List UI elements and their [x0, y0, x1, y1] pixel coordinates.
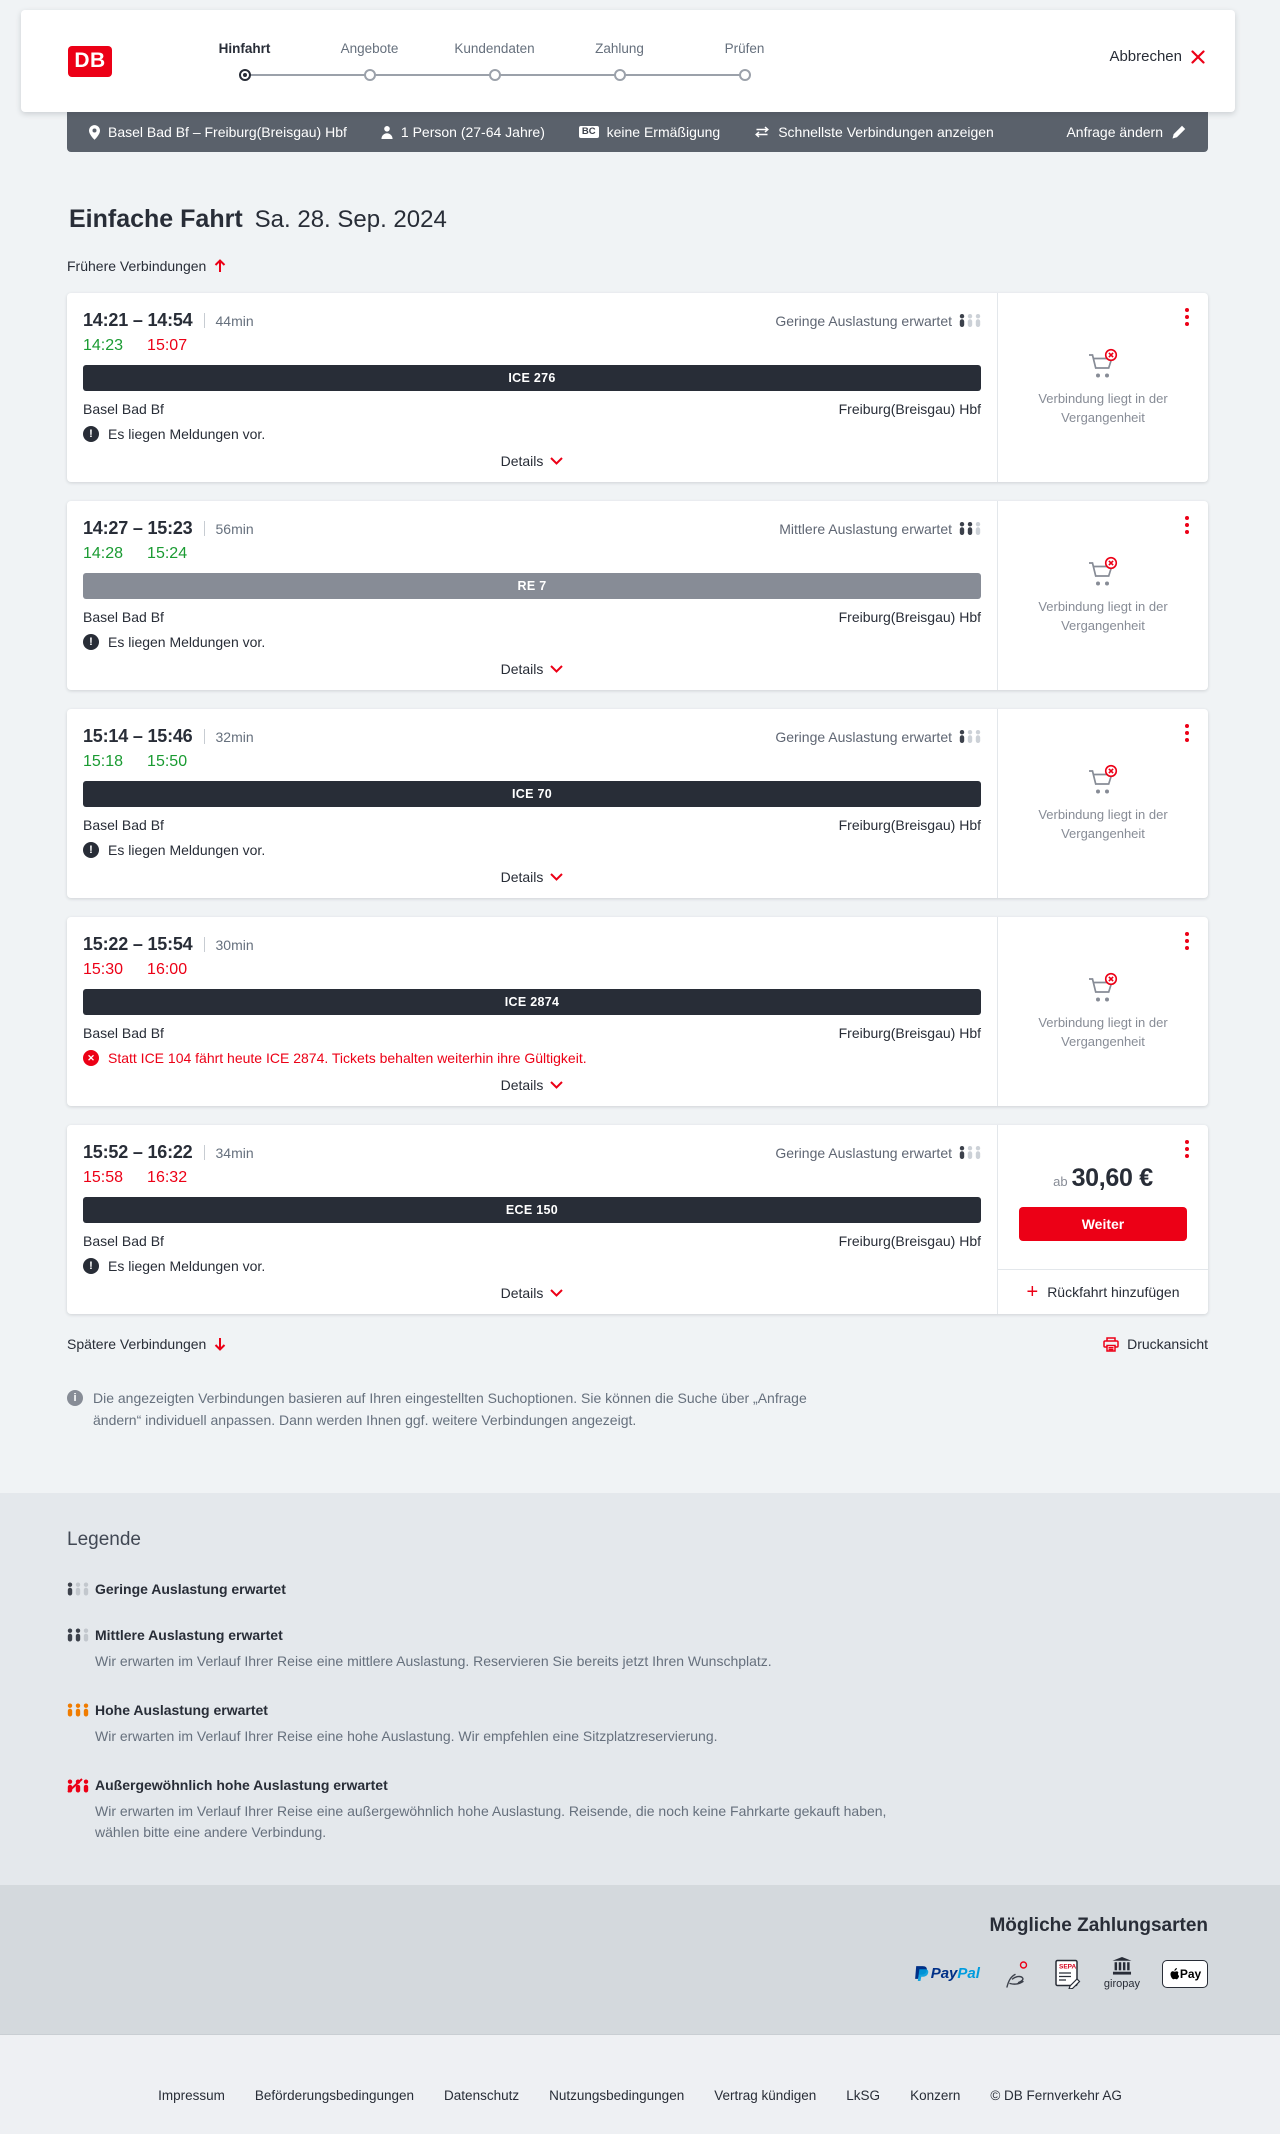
legend-title: Legende: [67, 1529, 141, 1551]
connection-details-area: [67, 293, 997, 482]
search-summary-bar: [67, 112, 1208, 152]
origin-station: Basel Bad Bf: [83, 609, 164, 625]
copyright: © DB Fernverkehr AG: [990, 2088, 1122, 2104]
past-connection-box: [998, 332, 1208, 444]
footer-link-impressum[interactable]: Impressum: [158, 2088, 225, 2104]
destination-station: Freiburg(Breisgau) Hbf: [838, 609, 981, 625]
cart-unavailable-icon: [1018, 764, 1188, 796]
step-kundendaten[interactable]: Kundendaten: [432, 41, 557, 81]
scheduled-times: 14:27 – 15:23: [83, 518, 193, 538]
occupancy-low-icon: [959, 730, 981, 743]
past-connection-text: Verbindung liegt in der Vergangenheit: [1038, 806, 1168, 841]
plus-icon: +: [1026, 1281, 1039, 1303]
kebab-menu-button[interactable]: [1182, 721, 1192, 745]
past-connection-box: [998, 748, 1208, 860]
paypal-icon: Pay Pal: [914, 1965, 980, 1982]
connection-action-panel: [997, 501, 1208, 690]
connection-details-area: [67, 501, 997, 690]
occupancy-low-icon: [959, 314, 981, 327]
print-view-link[interactable]: Druckansicht: [1103, 1336, 1208, 1352]
footer: [0, 2034, 1280, 2134]
cash-payment-icon: [1002, 1959, 1032, 1989]
occupancy-indicator: Geringe Auslastung erwartet: [775, 729, 981, 745]
step-dot: [614, 69, 626, 81]
booking-panel: [997, 1125, 1208, 1314]
connection-message: ! Es liegen Meldungen vor.: [83, 426, 981, 442]
progress-steps: [182, 41, 807, 81]
discount-summary[interactable]: BC keine Ermäßigung: [579, 124, 720, 140]
payment-title: Mögliche Zahlungsarten: [989, 1915, 1208, 1937]
chevron-down-icon: [550, 665, 563, 673]
occupancy-medium-icon: [959, 522, 981, 535]
destination-station: Freiburg(Breisgau) Hbf: [838, 1025, 981, 1041]
occupancy-low-icon: [959, 1146, 981, 1159]
legend-item-low: Geringe Auslastung erwartet: [67, 1581, 1208, 1597]
connection-message: ! Es liegen Meldungen vor.: [83, 1258, 981, 1274]
kebab-menu-button[interactable]: [1182, 513, 1192, 537]
duration: 30min: [215, 936, 254, 953]
past-connection-box: [998, 540, 1208, 652]
origin-station: Basel Bad Bf: [83, 817, 164, 833]
swap-arrows-icon: [754, 126, 770, 138]
results-main: [67, 205, 1208, 1493]
details-toggle[interactable]: Details: [83, 453, 981, 469]
passenger-summary[interactable]: 1 Person (27-64 Jahre): [381, 124, 545, 140]
connection-message: ! Es liegen Meldungen vor.: [83, 634, 981, 650]
destination-station: Freiburg(Breisgau) Hbf: [838, 817, 981, 833]
fastest-connections-toggle[interactable]: Schnellste Verbindungen anzeigen: [754, 124, 994, 140]
payment-section: [0, 1885, 1280, 2034]
step-zahlung[interactable]: Zahlung: [557, 41, 682, 81]
connection-card: [67, 709, 1208, 898]
connection-details-area: [67, 1125, 997, 1314]
past-connection-text: Verbindung liegt in der Vergangenheit: [1038, 598, 1168, 633]
duration: 32min: [215, 728, 254, 745]
later-connections-link[interactable]: Spätere Verbindungen: [67, 1336, 226, 1352]
page-title: Einfache Fahrt: [69, 205, 243, 233]
destination-station: Freiburg(Breisgau) Hbf: [838, 401, 981, 417]
alert-icon: !: [83, 426, 99, 442]
train-segment-bar[interactable]: ICE 70: [83, 781, 981, 807]
occupancy-indicator: Mittlere Auslastung erwartet: [779, 521, 981, 537]
duration: 56min: [215, 520, 254, 537]
page-head: [69, 205, 1208, 234]
legend-item-medium: Mittlere Auslastung erwartet Wir erwarten im Verlauf Ihrer Reise eine mittlere Auslastung. Reservieren Sie bereits jetzt Ihren Wunschplatz.: [67, 1627, 1208, 1672]
connection-action-panel: [997, 917, 1208, 1106]
connection-card: [67, 501, 1208, 690]
alert-icon: !: [83, 1258, 99, 1274]
scheduled-times: 15:14 – 15:46: [83, 726, 193, 746]
train-segment-bar[interactable]: ICE 2874: [83, 989, 981, 1015]
cart-unavailable-icon: [1018, 972, 1188, 1004]
occupancy-medium-icon: [67, 1628, 89, 1642]
connection-message: ! Es liegen Meldungen vor.: [83, 842, 981, 858]
connection-card: [67, 1125, 1208, 1314]
connection-card: [67, 917, 1208, 1106]
arrow-down-icon: [214, 1337, 226, 1351]
kebab-menu-button[interactable]: [1182, 1137, 1192, 1161]
connection-action-panel: [997, 709, 1208, 898]
occupancy-indicator: Geringe Auslastung erwartet: [775, 313, 981, 329]
scheduled-times: 14:21 – 14:54: [83, 310, 193, 330]
details-toggle[interactable]: Details: [83, 661, 981, 677]
close-icon: [1191, 50, 1205, 64]
chevron-down-icon: [550, 873, 563, 881]
bahncard-icon: BC: [579, 126, 599, 139]
duration: 34min: [215, 1144, 254, 1161]
route-summary[interactable]: Basel Bad Bf – Freiburg(Breisgau) Hbf: [89, 124, 347, 140]
person-icon: [381, 126, 393, 139]
train-segment-bar[interactable]: ECE 150: [83, 1197, 981, 1223]
origin-station: Basel Bad Bf: [83, 1025, 164, 1041]
arrow-up-icon: [214, 259, 226, 273]
scheduled-times: 15:22 – 15:54: [83, 934, 193, 954]
connection-details-area: [67, 917, 997, 1106]
alert-icon: !: [83, 842, 99, 858]
step-angebote[interactable]: Angebote: [307, 41, 432, 81]
step-dot-active: [239, 69, 251, 81]
occupancy-low-icon: [67, 1582, 89, 1596]
footer-link-datenschutz[interactable]: Datenschutz: [444, 2088, 520, 2104]
step-dot: [739, 69, 751, 81]
realtime-arrival: 16:32: [147, 1169, 188, 1186]
train-segment-bar[interactable]: RE 7: [83, 573, 981, 599]
apple-pay-icon: Pay: [1162, 1960, 1208, 1988]
error-icon: ✕: [83, 1050, 99, 1066]
realtime-departure: 14:28: [83, 545, 124, 562]
step-dot: [364, 69, 376, 81]
details-toggle[interactable]: Details: [83, 869, 981, 885]
scheduled-times: 15:52 – 16:22: [83, 1142, 193, 1162]
price-prefix: ab: [1053, 1173, 1068, 1189]
sepa-direct-debit-icon: [1054, 1959, 1082, 1989]
legend-section: [0, 1493, 1280, 1885]
step-hinfahrt[interactable]: Hinfahrt: [182, 41, 307, 81]
past-connection-text: Verbindung liegt in der Vergangenheit: [1038, 390, 1168, 425]
chevron-down-icon: [550, 457, 563, 465]
realtime-departure: 15:58: [83, 1169, 124, 1186]
legend-item-exceptional: Außergewöhnlich hohe Auslastung erwartet Wir erwarten im Verlauf Ihrer Reise eine außergewöhnlich hohe Auslastung. Reisende, die noch keine Fahrkarte gekauft haben, wählen bitte eine andere Verbindung.: [67, 1777, 1208, 1843]
info-icon: i: [67, 1390, 83, 1406]
footer-link-konzern[interactable]: Konzern: [910, 2088, 961, 2104]
footer-link-nutzungsbedingungen[interactable]: Nutzungsbedingungen: [549, 2088, 685, 2104]
train-segment-bar[interactable]: ICE 276: [83, 365, 981, 391]
cart-unavailable-icon: [1018, 556, 1188, 588]
realtime-arrival: 15:24: [147, 545, 188, 562]
details-toggle[interactable]: Details: [83, 1077, 981, 1093]
earlier-connections-link[interactable]: Frühere Verbindungen: [67, 258, 226, 274]
change-request-button[interactable]: Anfrage ändern: [1066, 124, 1186, 140]
realtime-arrival: 15:07: [147, 337, 188, 354]
duration: 44min: [215, 312, 254, 329]
search-options-note: i Die angezeigten Verbindungen basieren auf Ihren eingestellten Suchoptionen. Sie können die Suche über „Anfrage ändern“ individuell anpassen. Dann werden Ihnen ggf. weitere Verbindungen angezeigt.: [67, 1388, 857, 1493]
step-pruefen[interactable]: Prüfen: [682, 41, 807, 81]
realtime-departure: 14:23: [83, 337, 124, 354]
continue-button[interactable]: Weiter: [1019, 1207, 1187, 1241]
realtime-departure: 15:18: [83, 753, 124, 770]
origin-station: Basel Bad Bf: [83, 401, 164, 417]
svg-text:SEPA: SEPA: [1058, 1963, 1077, 1971]
alert-icon: !: [83, 634, 99, 650]
origin-station: Basel Bad Bf: [83, 1233, 164, 1249]
add-return-trip-button[interactable]: + Rückfahrt hinzufügen: [998, 1269, 1208, 1314]
past-connection-text: Verbindung liegt in der Vergangenheit: [1038, 1014, 1168, 1049]
wizard-header: [21, 10, 1235, 112]
printer-icon: [1103, 1337, 1119, 1352]
occupancy-indicator: Geringe Auslastung erwartet: [775, 1145, 981, 1161]
price: 30,60 €: [1071, 1163, 1153, 1192]
step-dot: [489, 69, 501, 81]
connection-action-panel: [997, 293, 1208, 482]
cart-unavailable-icon: [1018, 348, 1188, 380]
travel-date: Sa. 28. Sep. 2024: [254, 206, 447, 233]
payment-methods: [914, 1957, 1208, 1990]
location-pin-icon: [89, 125, 100, 140]
footer-link-befoerderungsbedingungen[interactable]: Beförderungsbedingungen: [254, 2088, 415, 2104]
realtime-arrival: 16:00: [147, 961, 188, 978]
kebab-menu-button[interactable]: [1182, 305, 1192, 329]
realtime-arrival: 15:50: [147, 753, 188, 770]
occupancy-exceptional-icon: [67, 1778, 89, 1793]
cancel-button[interactable]: Abbrechen: [1109, 48, 1205, 65]
details-toggle[interactable]: Details: [83, 1285, 981, 1301]
past-connection-box: [998, 956, 1208, 1068]
footer-link-vertrag-kuendigen[interactable]: Vertrag kündigen: [714, 2088, 817, 2104]
realtime-departure: 15:30: [83, 961, 124, 978]
footer-link-lksg[interactable]: LkSG: [846, 2088, 881, 2104]
kebab-menu-button[interactable]: [1182, 929, 1192, 953]
giropay-icon: giropay: [1104, 1957, 1140, 1990]
destination-station: Freiburg(Breisgau) Hbf: [838, 1233, 981, 1249]
connection-details-area: [67, 709, 997, 898]
chevron-down-icon: [550, 1081, 563, 1089]
occupancy-high-icon: [67, 1703, 89, 1717]
db-logo: DB: [68, 46, 112, 77]
footer-links: [158, 2088, 1122, 2103]
chevron-down-icon: [550, 1289, 563, 1297]
replacement-warning: ✕ Statt ICE 104 fährt heute ICE 2874. Tickets behalten weiterhin ihre Gültigkeit.: [83, 1050, 981, 1066]
connection-card: [67, 293, 1208, 482]
pencil-icon: [1172, 125, 1186, 139]
legend-item-high: Hohe Auslastung erwartet Wir erwarten im Verlauf Ihrer Reise eine hohe Auslastung. Wir empfehlen eine Sitzplatzreservierung.: [67, 1702, 1208, 1747]
